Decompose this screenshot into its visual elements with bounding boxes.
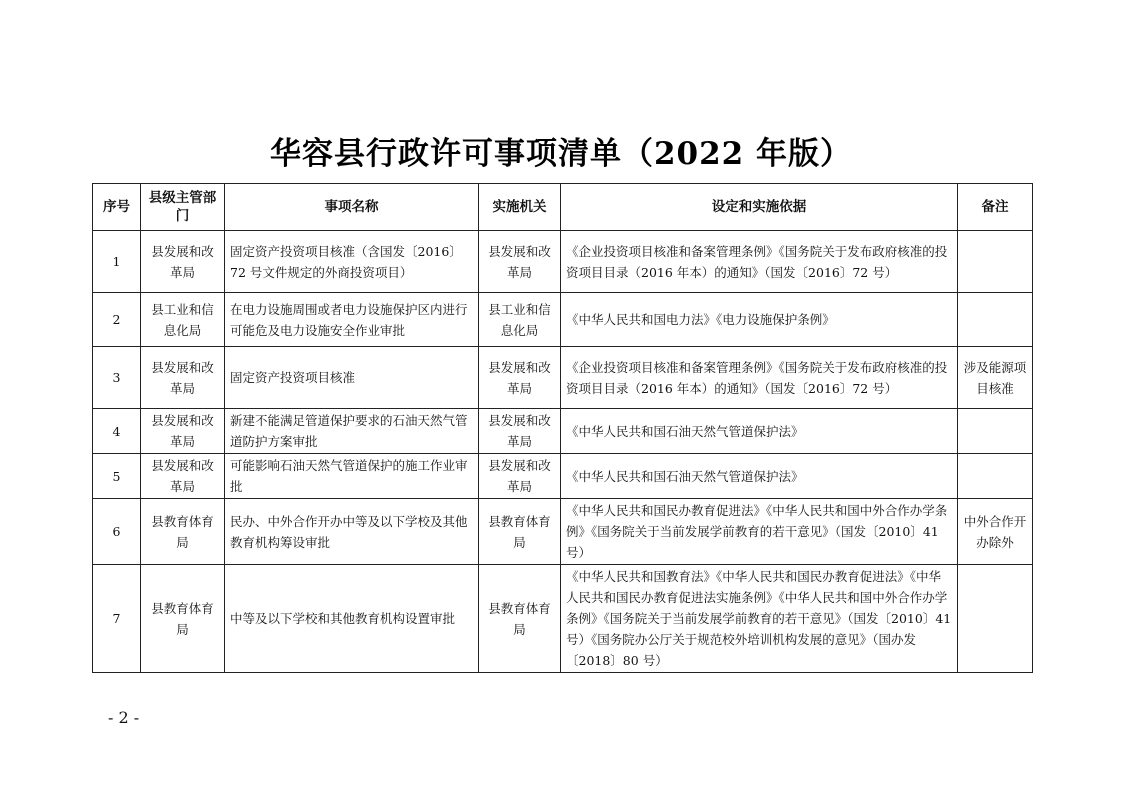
row-basis: 《企业投资项目核准和备案管理条例》《国务院关于发布政府核准的投资项目目录（2016 年本）的通知》（国发〔2016〕72 号） <box>561 231 958 293</box>
row-agency: 县发展和改革局 <box>479 347 561 409</box>
row-basis: 《中华人民共和国电力法》《电力设施保护条例》 <box>561 293 958 347</box>
row-dept: 县发展和改革局 <box>141 231 225 293</box>
table-row <box>93 565 1033 673</box>
row-remark <box>958 409 1033 454</box>
header-dept: 县级主管部门 <box>141 184 225 231</box>
row-no: 5 <box>93 454 141 499</box>
row-basis: 《中华人民共和国石油天然气管道保护法》 <box>561 454 958 499</box>
row-agency: 县工业和信息化局 <box>479 293 561 347</box>
row-remark <box>958 293 1033 347</box>
table-row <box>93 293 1033 347</box>
header-agency: 实施机关 <box>479 184 561 231</box>
row-dept: 县工业和信息化局 <box>141 293 225 347</box>
row-remark <box>958 231 1033 293</box>
row-item: 新建不能满足管道保护要求的石油天然气管道防护方案审批 <box>225 409 479 454</box>
row-remark <box>958 565 1033 673</box>
table-row <box>93 454 1033 499</box>
page-number: - 2 - <box>108 708 140 727</box>
row-dept: 县教育体育局 <box>141 499 225 565</box>
row-agency: 县发展和改革局 <box>479 231 561 293</box>
header-remark: 备注 <box>958 184 1033 231</box>
row-no: 3 <box>93 347 141 409</box>
row-agency: 县教育体育局 <box>479 499 561 565</box>
row-basis: 《企业投资项目核准和备案管理条例》《国务院关于发布政府核准的投资项目目录（2016 年本）的通知》（国发〔2016〕72 号） <box>561 347 958 409</box>
header-item: 事项名称 <box>225 184 479 231</box>
table-header-row <box>93 184 1033 231</box>
row-item: 可能影响石油天然气管道保护的施工作业审批 <box>225 454 479 499</box>
page-title: 华容县行政许可事项清单（2022 年版） <box>269 136 853 172</box>
row-no: 4 <box>93 409 141 454</box>
row-item: 固定资产投资项目核准 <box>225 347 479 409</box>
table-row <box>93 231 1033 293</box>
row-no: 2 <box>93 293 141 347</box>
header-basis: 设定和实施依据 <box>561 184 958 231</box>
row-no: 7 <box>93 565 141 673</box>
row-dept: 县发展和改革局 <box>141 409 225 454</box>
row-no: 1 <box>93 231 141 293</box>
table-row <box>93 499 1033 565</box>
row-remark: 涉及能源项目核准 <box>958 347 1033 409</box>
row-item: 固定资产投资项目核准（含国发〔2016〕72 号文件规定的外商投资项目） <box>225 231 479 293</box>
row-dept: 县发展和改革局 <box>141 347 225 409</box>
row-agency: 县发展和改革局 <box>479 409 561 454</box>
row-basis: 《中华人民共和国民办教育促进法》《中华人民共和国中外合作办学条例》《国务院关于当前发展学前教育的若干意见》（国发〔2010〕41 号） <box>561 499 958 565</box>
row-remark: 中外合作开办除外 <box>958 499 1033 565</box>
row-basis: 《中华人民共和国教育法》《中华人民共和国民办教育促进法》《中华人民共和国民办教育促进法实施条例》《中华人民共和国中外合作办学条例》《国务院关于当前发展学前教育的若干意见》（国发〔2010〕41 号）《国务院办公厅关于规范校外培训机构发展的意见》（国办发〔2018〕80 号） <box>561 565 958 673</box>
row-item: 中等及以下学校和其他教育机构设置审批 <box>225 565 479 673</box>
row-dept: 县教育体育局 <box>141 565 225 673</box>
row-item: 民办、中外合作开办中等及以下学校及其他教育机构筹设审批 <box>225 499 479 565</box>
row-item: 在电力设施周围或者电力设施保护区内进行可能危及电力设施安全作业审批 <box>225 293 479 347</box>
row-agency: 县发展和改革局 <box>479 454 561 499</box>
row-basis: 《中华人民共和国石油天然气管道保护法》 <box>561 409 958 454</box>
row-remark <box>958 454 1033 499</box>
header-no: 序号 <box>93 184 141 231</box>
row-no: 6 <box>93 499 141 565</box>
row-agency: 县教育体育局 <box>479 565 561 673</box>
table-row <box>93 409 1033 454</box>
table-row <box>93 347 1033 409</box>
license-table <box>92 183 1033 673</box>
row-dept: 县发展和改革局 <box>141 454 225 499</box>
